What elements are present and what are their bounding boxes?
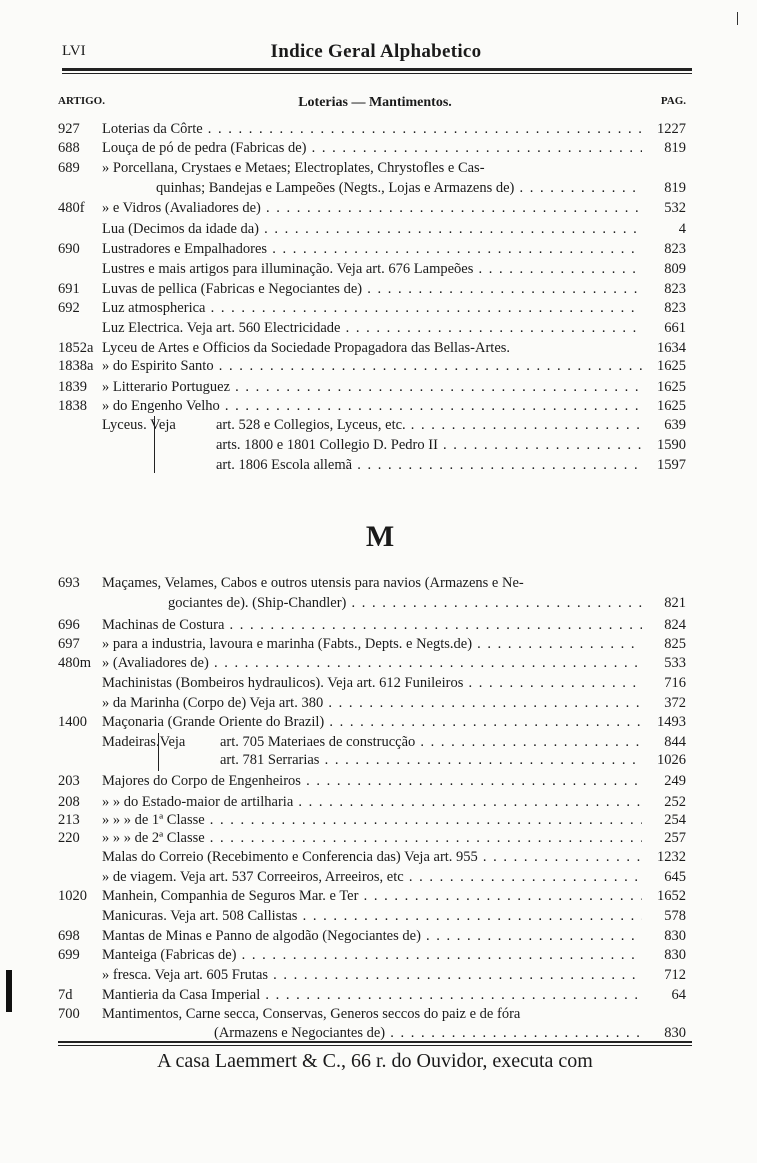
index-entry bbox=[58, 397, 692, 416]
entry-text: Madeiras.Veja bbox=[102, 734, 186, 750]
grouping-brace bbox=[158, 733, 162, 771]
entry-text: Louça de pó de pedra (Fabricas de) . . . bbox=[102, 139, 642, 158]
entry-article-number: 696 bbox=[58, 617, 80, 633]
page-folio: LVI bbox=[62, 43, 86, 59]
entry-article-number: 1838a bbox=[58, 358, 94, 374]
entry-page-number: 712 bbox=[664, 967, 686, 983]
entry-text: » Litterario Portuguez . . . bbox=[102, 378, 642, 397]
entry-text: Manicuras. Veja art. 508 Callistas . . . bbox=[102, 907, 642, 926]
artigo-header: ARTIGO. bbox=[58, 95, 105, 107]
entry-article-number: 1852a bbox=[58, 340, 94, 356]
index-entry bbox=[58, 159, 692, 178]
entry-article-number: 691 bbox=[58, 281, 80, 297]
entry-text: arts. 1800 e 1801 Collegio D. Pedro II . . . bbox=[216, 436, 642, 455]
index-entry bbox=[58, 654, 692, 673]
entry-text: Mantieria da Casa Imperial . . . bbox=[102, 986, 642, 1005]
entry-page-number: 4 bbox=[678, 221, 686, 237]
index-entry bbox=[58, 616, 692, 635]
entry-page-number: 821 bbox=[664, 595, 686, 611]
entry-article-number: 208 bbox=[58, 794, 80, 810]
entry-page-number: 249 bbox=[664, 773, 686, 789]
index-entry bbox=[58, 1005, 692, 1024]
entry-page-number: 1026 bbox=[657, 752, 686, 768]
entry-text: art. 528 e Collegios, Lyceus, etc. . . . bbox=[216, 416, 642, 435]
entry-article-number: 480m bbox=[58, 655, 92, 671]
entry-text: » do Espirito Santo . . . bbox=[102, 357, 642, 376]
entry-page-number: 578 bbox=[664, 908, 686, 924]
entry-page-number: 830 bbox=[664, 928, 686, 944]
entry-article-number: 1400 bbox=[58, 714, 87, 730]
index-entry bbox=[58, 139, 692, 158]
entry-text: Maçames, Velames, Cabos e outros utensis para navios (Armazens e Ne- bbox=[102, 575, 524, 591]
entry-page-number: 64 bbox=[671, 987, 686, 1003]
entry-article-number: 689 bbox=[58, 160, 80, 176]
index-entry bbox=[58, 378, 692, 397]
entry-page-number: 1227 bbox=[657, 121, 686, 137]
publisher-footer: A casa Laemmert & C., 66 r. do Ouvidor, executa com bbox=[157, 1050, 593, 1072]
index-entry bbox=[58, 574, 692, 593]
entry-text: » (Avaliadores de) . . . bbox=[102, 654, 642, 673]
entry-article-number: 692 bbox=[58, 300, 80, 316]
entry-page-number: 639 bbox=[664, 417, 686, 433]
entry-page-number: 1652 bbox=[657, 888, 686, 904]
column-headers bbox=[58, 95, 692, 113]
index-entry bbox=[58, 946, 692, 965]
entry-text: Luz atmospherica . . . bbox=[102, 299, 642, 318]
entry-text: Lustres e mais artigos para illuminação. Veja art. 676 Lampeões . . . bbox=[102, 260, 642, 279]
entry-text: art. 781 Serrarias . . . bbox=[220, 751, 642, 770]
entry-text: Mantimentos, Carne secca, Conservas, Generos seccos do paiz e de fóra bbox=[102, 1006, 521, 1022]
entry-article-number: 699 bbox=[58, 947, 80, 963]
entry-text: Lyceus. Veja bbox=[102, 417, 176, 433]
index-entry bbox=[58, 811, 692, 830]
entry-page-number: 1493 bbox=[657, 714, 686, 730]
index-entry bbox=[58, 594, 692, 613]
entry-page-number: 824 bbox=[664, 617, 686, 633]
section-letter: M bbox=[365, 520, 392, 553]
entry-text: » fresca. Veja art. 605 Frutas . . . bbox=[102, 966, 642, 985]
index-entry bbox=[58, 179, 692, 198]
entry-text: Malas do Correio (Recebimento e Conferencia das) Veja art. 955 . . . bbox=[102, 848, 642, 867]
entry-page-number: 823 bbox=[664, 300, 686, 316]
index-entry bbox=[58, 357, 692, 376]
entry-text: Lua (Decimos da idade da) . . . bbox=[102, 220, 642, 239]
entry-page-number: 254 bbox=[664, 812, 686, 828]
index-entry bbox=[58, 829, 692, 848]
index-entry bbox=[58, 751, 692, 770]
entry-text: Lyceu de Artes e Officios da Sociedade Propagadora das Bellas-Artes. bbox=[102, 340, 511, 356]
entry-text: gociantes de). (Ship-Chandler) . . . bbox=[168, 594, 642, 613]
entry-page-number: 819 bbox=[664, 180, 686, 196]
entry-article-number: 220 bbox=[58, 830, 80, 846]
entry-text: quinhas; Bandejas e Lampeões (Negts., Lojas e Armazens de) . . . bbox=[156, 179, 642, 198]
index-entry bbox=[58, 339, 692, 358]
entry-article-number: 1839 bbox=[58, 379, 87, 395]
entry-page-number: 1590 bbox=[657, 437, 686, 453]
entry-text: » e Vidros (Avaliadores de) . . . bbox=[102, 199, 642, 218]
index-entry bbox=[58, 260, 692, 279]
page-title: Indice Geral Alphabetico bbox=[270, 41, 482, 62]
index-entry bbox=[58, 220, 692, 239]
entry-article-number: 688 bbox=[58, 140, 80, 156]
pag-header: PAG. bbox=[660, 95, 686, 107]
index-entry bbox=[58, 868, 692, 887]
entry-page-number: 533 bbox=[664, 655, 686, 671]
index-entry bbox=[58, 927, 692, 946]
entry-text: Majores do Corpo de Engenheiros . . . bbox=[102, 772, 642, 791]
entry-page-number: 661 bbox=[664, 320, 686, 336]
entry-page-number: 1232 bbox=[657, 849, 686, 865]
entry-text: Machinistas (Bombeiros hydraulicos). Veja art. 612 Funileiros . . . bbox=[102, 674, 642, 693]
index-entry bbox=[58, 772, 692, 791]
index-entry bbox=[58, 120, 692, 139]
entry-page-number: 645 bbox=[664, 869, 686, 885]
index-entry bbox=[58, 887, 692, 906]
entry-article-number: 697 bbox=[58, 636, 80, 652]
index-entry bbox=[58, 199, 692, 218]
entry-text: » » do Estado-maior de artilharia . . . bbox=[102, 793, 642, 812]
entry-text: » para a industria, lavoura e marinha (Fabts., Depts. e Negts.de) . . . bbox=[102, 635, 642, 654]
index-entry bbox=[58, 848, 692, 867]
index-entry bbox=[58, 907, 692, 926]
entry-article-number: 1020 bbox=[58, 888, 87, 904]
entry-page-number: 823 bbox=[664, 281, 686, 297]
index-entry bbox=[58, 733, 692, 752]
entry-page-number: 1634 bbox=[657, 340, 686, 356]
index-entry bbox=[58, 713, 692, 732]
entry-page-number: 830 bbox=[664, 947, 686, 963]
entry-text: » do Engenho Velho . . . bbox=[102, 397, 642, 416]
entry-page-number: 809 bbox=[664, 261, 686, 277]
entry-text: Loterias da Côrte . . . bbox=[102, 120, 642, 139]
entry-page-number: 819 bbox=[664, 140, 686, 156]
entry-article-number: 1838 bbox=[58, 398, 87, 414]
index-entry bbox=[58, 966, 692, 985]
entry-article-number: 700 bbox=[58, 1006, 80, 1022]
entry-page-number: 252 bbox=[664, 794, 686, 810]
entry-text: Luvas de pellica (Fabricas e Negociantes de) . . . bbox=[102, 280, 642, 299]
entry-page-number: 1597 bbox=[657, 457, 686, 473]
entry-page-number: 825 bbox=[664, 636, 686, 652]
entry-page-number: 716 bbox=[664, 675, 686, 691]
header-rule-thin bbox=[62, 73, 692, 74]
entry-text: art. 1806 Escola allemã . . . bbox=[216, 456, 642, 475]
index-entry bbox=[58, 986, 692, 1005]
entry-text: Maçonaria (Grande Oriente do Brazil) . . . bbox=[102, 713, 642, 732]
entry-article-number: 698 bbox=[58, 928, 80, 944]
entry-page-number: 257 bbox=[664, 830, 686, 846]
index-entry bbox=[58, 674, 692, 693]
entry-article-number: 203 bbox=[58, 773, 80, 789]
entry-article-number: 927 bbox=[58, 121, 80, 137]
entry-article-number: 690 bbox=[58, 241, 80, 257]
index-entry bbox=[58, 319, 692, 338]
index-entry bbox=[58, 240, 692, 259]
footer-rule-thin bbox=[58, 1045, 692, 1046]
grouping-brace bbox=[154, 416, 158, 473]
entry-text: Mantas de Minas e Panno de algodão (Negociantes de) . . . bbox=[102, 927, 642, 946]
entry-text: » » » de 1ª Classe . . . bbox=[102, 811, 642, 830]
entry-text: » Porcellana, Crystaes e Metaes; Electroplates, Chrystofles e Cas- bbox=[102, 160, 485, 176]
index-entry bbox=[58, 635, 692, 654]
entry-page-number: 830 bbox=[664, 1025, 686, 1041]
entry-page-number: 1625 bbox=[657, 379, 686, 395]
header-rule bbox=[62, 68, 692, 71]
footer-rule bbox=[58, 1041, 692, 1043]
entry-page-number: 1625 bbox=[657, 398, 686, 414]
entry-text: Luz Electrica. Veja art. 560 Electricidade . . . bbox=[102, 319, 642, 338]
entry-article-number: 213 bbox=[58, 812, 80, 828]
entry-page-number: 844 bbox=[664, 734, 686, 750]
entry-text: Machinas de Costura . . . bbox=[102, 616, 642, 635]
entry-text: (Armazens e Negociantes de) . . . bbox=[214, 1024, 642, 1043]
entry-text: » » » de 2ª Classe . . . bbox=[102, 829, 642, 848]
running-head bbox=[62, 41, 690, 67]
entry-text: Lustradores e Empalhadores . . . bbox=[102, 240, 642, 259]
entry-text: Manhein, Companhia de Seguros Mar. e Ter . . . bbox=[102, 887, 642, 906]
entry-page-number: 372 bbox=[664, 695, 686, 711]
entry-page-number: 1625 bbox=[657, 358, 686, 374]
margin-mark bbox=[737, 12, 738, 25]
entry-text: Manteiga (Fabricas de) . . . bbox=[102, 946, 642, 965]
entry-article-number: 480f bbox=[58, 200, 85, 216]
index-entry bbox=[58, 280, 692, 299]
entry-text: » de viagem. Veja art. 537 Correeiros, Arreeiros, etc . . . bbox=[102, 868, 642, 887]
entry-text: » da Marinha (Corpo de) Veja art. 380 . . . bbox=[102, 694, 642, 713]
entry-page-number: 823 bbox=[664, 241, 686, 257]
entry-page-number: 532 bbox=[664, 200, 686, 216]
entry-article-number: 693 bbox=[58, 575, 80, 591]
index-entry bbox=[58, 694, 692, 713]
scan-edge-mark bbox=[6, 970, 12, 1012]
section-range-header: Loterias — Mantimentos. bbox=[298, 95, 452, 110]
entry-article-number: 7d bbox=[58, 987, 73, 1003]
entry-text: art. 705 Materiaes de construcção . . . bbox=[220, 733, 642, 752]
index-entry bbox=[58, 793, 692, 812]
index-entry bbox=[58, 299, 692, 318]
